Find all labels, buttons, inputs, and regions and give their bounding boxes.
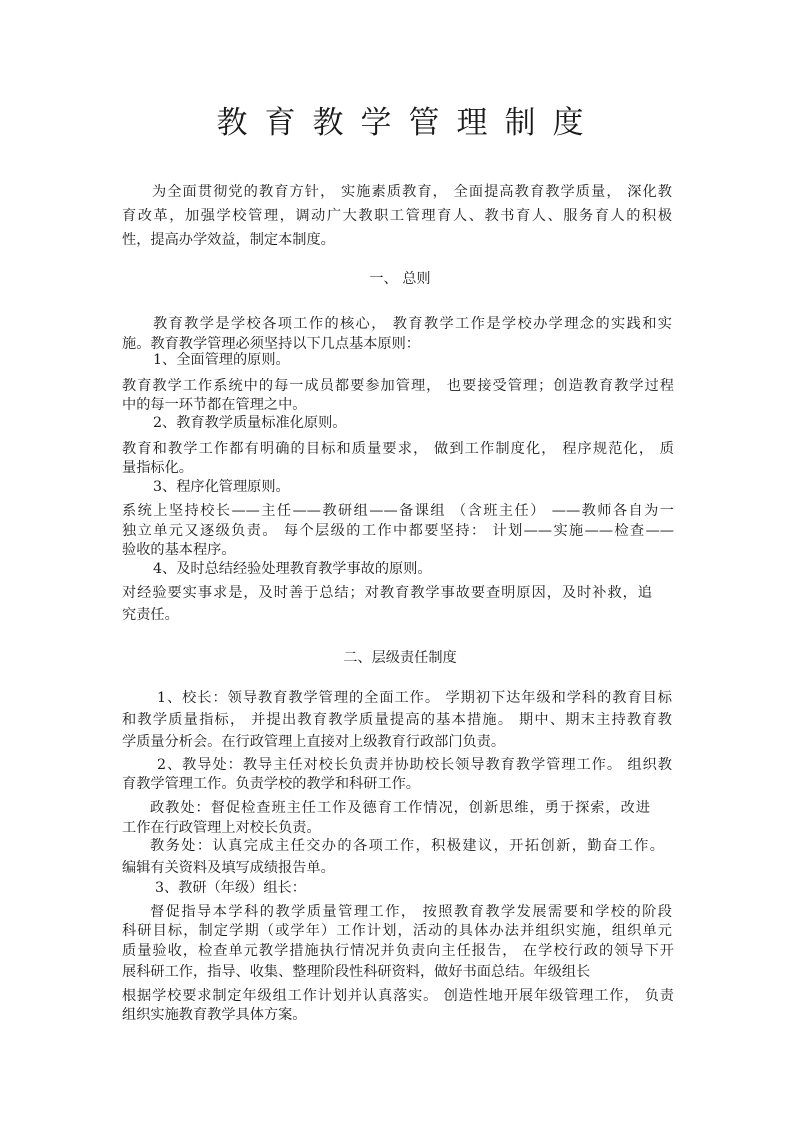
principle-1-line-1: 教育教学工作系统中的每一成员都要参加管理， 也要接受管理；创造教育教学过程 [122,378,674,394]
academic-office-line-1: 教务处：认真完成主任交办的各项工作，积极建议，开拓创新，勤奋工作。 [150,838,664,854]
group-leader-line-4: 展科研工作，指导、收集、整理阶段性科研资料，做好书面总结。年级组长 [122,964,591,980]
teaching-office-line-1: 2、教导处：教导主任对校长负责并协助校长领导教育教学管理工作。 组织教 [157,757,672,773]
document-title: 教育教学管理制度 [216,105,601,141]
section-2-heading: 二、层级责任制度 [343,650,457,666]
academic-office-line-2: 编辑有关资料及填写成绩报告单。 [122,860,335,876]
intro-line-3: 性，提高办学效益，制定本制度。 [122,232,335,248]
section-1-intro-line-1: 教育教学是学校各项工作的核心， 教育教学工作是学校办学理念的实践和实 [153,316,672,332]
group-leader-label: 3、教研（年级）组长： [155,880,306,896]
intro-line-2: 育改革，加强学校管理，调动广大教职工管理育人、教书育人、服务育人的积极 [122,208,672,224]
principle-4-line-2: 究责任。 [122,607,179,623]
section-1-heading: 一、 总则 [369,271,431,287]
principle-3-line-1: 系统上坚持校长——主任——教研组——备课组 （含班主任） ——教师各自为一 [122,503,674,519]
principle-3-label: 3、程序化管理原则。 [153,479,290,495]
group-leader-line-2: 科研目标，制定学期（或学年）工作计划，活动的具体办法并组织实施，组织单元 [122,923,672,939]
principle-3-line-2: 独立单元又逐级负责。 每个层级的工作中都要坚持： 计划——实施——检查—— [122,523,674,539]
political-office-line-2: 工作在行政管理上对校长负责。 [122,820,321,836]
group-leader-line-6: 组织实施教育教学具体方案。 [122,1007,307,1023]
principle-1-line-2: 中的每一环节都在管理之中。 [122,397,307,413]
principle-1-label: 1、全面管理的原则。 [153,352,290,368]
political-office-line-1: 政教处：督促检查班主任工作及德育工作情况，创新思维，勇于探索，改进 [150,800,650,816]
group-leader-line-1: 督促指导本学科的教学质量管理工作， 按照教育教学发展需要和学校的阶段 [150,904,672,920]
principle-2-line-2: 量指标化。 [122,460,193,476]
principle-4-line-1: 对经验要实事求是，及时善于总结；对教育教学事故要查明原因，及时补救，追 [122,585,652,601]
principal-line-2: 和教学质量指标， 并提出教育教学质量提高的基本措施。 期中、期末主持教育教 [122,712,672,728]
principle-4-label: 4、及时总结经验处理教育教学事故的原则。 [153,561,432,577]
principal-line-3: 学质量分析会。在行政管理上直接对上级教育行政部门负责。 [122,734,506,750]
group-leader-line-5: 根据学校要求制定年级组工作计划并认真落实。 创造性地开展年级管理工作， 负责 [122,988,674,1004]
section-1-intro-line-2: 施。教育教学管理必须坚持以下几点基本原则： [122,336,420,352]
principle-3-line-3: 验收的基本程序。 [122,542,236,558]
principle-2-label: 2、教育教学质量标准化原则。 [153,415,347,431]
intro-line-1: 为全面贯彻党的教育方针， 实施素质教育， 全面提高教育教学质量， 深化教 [152,184,672,200]
group-leader-line-3: 质量验收，检查单元教学措施执行情况并负责向主任报告， 在学校行政的领导下开 [122,943,674,959]
principle-2-line-1: 教育和教学工作都有明确的目标和质量要求， 做到工作制度化， 程序规范化， 质 [122,441,674,457]
teaching-office-line-2: 育教学管理工作。负责学校的教学和科研工作。 [122,776,420,792]
principal-line-1: 1、校长：领导教育教学管理的全面工作。 学期初下达年级和学科的教育目标 [157,690,672,706]
